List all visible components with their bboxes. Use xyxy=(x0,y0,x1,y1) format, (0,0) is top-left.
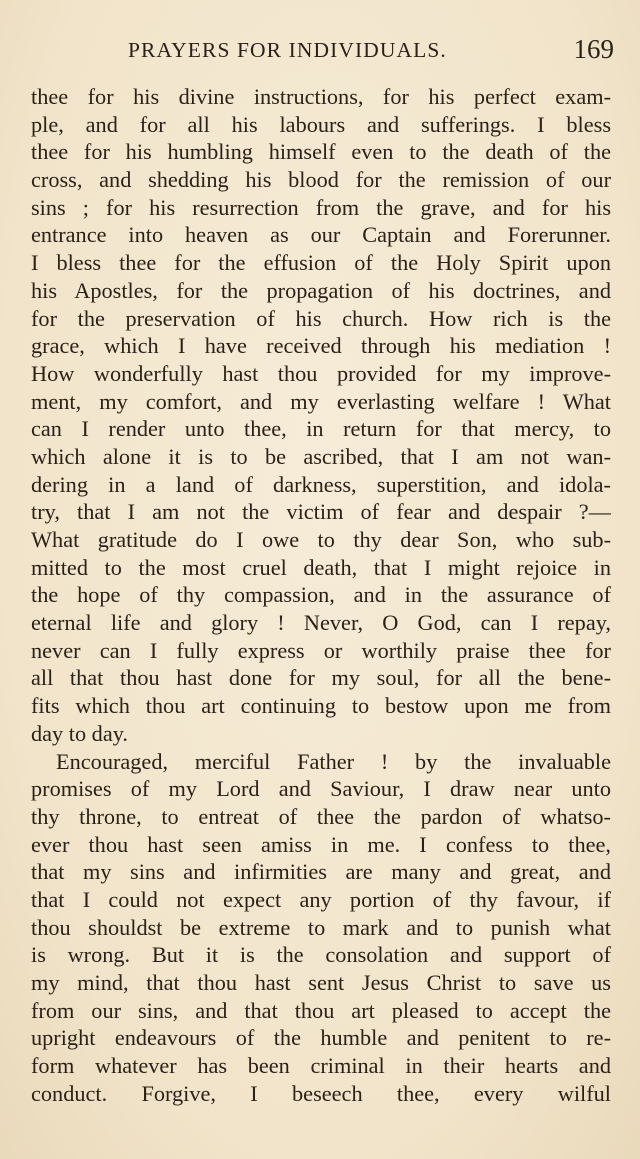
paragraph-start-line: Encouraged, merciful Father ! by the invaluable xyxy=(56,748,611,774)
text-line: ple, and for all his labours and sufferings. I bless xyxy=(31,111,611,137)
text-line: ment, my comfort, and my everlasting welfare ! What xyxy=(31,388,611,414)
text-line: What gratitude do I owe to thy dear Son, who sub- xyxy=(31,527,611,552)
text-line: thy throne, to entreat of thee the pardon of whatso- xyxy=(31,803,611,829)
text-line: form whatever has been criminal in their hearts and xyxy=(31,1053,611,1079)
text-line: try, that I am not the victim of fear and despair ?— xyxy=(31,499,611,525)
text-line: can I render unto thee, in return for that mercy, to xyxy=(31,416,611,442)
text-line: sins ; for his resurrection from the grave, and for his xyxy=(31,194,611,220)
text-line: ever thou hast seen amiss in me. I confess to thee, xyxy=(31,831,611,857)
text-line: upright endeavours of the humble and penitent to re- xyxy=(31,1025,611,1051)
text-line: all that thou hast done for my soul, for all the bene- xyxy=(31,665,611,691)
text-line: eternal life and glory ! Never, O God, can I repay, xyxy=(31,610,611,636)
text-line: that my sins and infirmities are many and great, and xyxy=(31,859,611,885)
text-line: is wrong. But it is the consolation and support of xyxy=(31,942,611,968)
text-line: I bless thee for the effusion of the Holy Spirit upon xyxy=(31,250,611,276)
text-line: thee for his humbling himself even to the death of the xyxy=(31,139,611,165)
text-line: fits which thou art continuing to bestow upon me from xyxy=(31,693,611,719)
text-line: conduct. Forgive, I beseech thee, every wilful xyxy=(31,1080,611,1106)
text-line: entrance into heaven as our Captain and Forerunner. xyxy=(31,222,611,248)
text-line: How wonderfully hast thou provided for my improve- xyxy=(31,360,611,386)
text-line: never can I fully express or worthily praise thee for xyxy=(31,637,611,663)
text-line: dering in a land of darkness, superstition, and idola- xyxy=(31,471,611,497)
running-head: PRAYERS FOR INDIVIDUALS. xyxy=(128,38,447,62)
text-line: thou shouldst be extreme to mark and to punish what xyxy=(31,914,611,940)
text-line: from our sins, and that thou art pleased to accept the xyxy=(31,997,611,1023)
text-line: which alone it is to be ascribed, that I am not wan- xyxy=(31,443,611,469)
text-line: that I could not expect any portion of thy favour, if xyxy=(31,886,611,912)
text-line: for the preservation of his church. How rich is the xyxy=(31,305,611,331)
text-line: mitted to the most cruel death, that I might rejoice in xyxy=(31,554,611,580)
body-text xyxy=(31,83,611,1107)
text-line: his Apostles, for the propagation of his doctrines, and xyxy=(31,277,611,303)
text-line: my mind, that thou hast sent Jesus Christ to save us xyxy=(31,970,611,995)
text-line: grace, which I have received through his mediation ! xyxy=(31,333,611,359)
paragraph-end-line: day to day. xyxy=(31,720,129,746)
text-line: the hope of thy compassion, and in the assurance of xyxy=(31,582,611,608)
text-line: thee for his divine instructions, for his perfect exam- xyxy=(31,84,611,109)
page-number: 169 xyxy=(573,34,614,64)
text-line: promises of my Lord and Saviour, I draw near unto xyxy=(31,776,611,802)
text-line: cross, and shedding his blood for the remission of our xyxy=(31,167,611,193)
page-header xyxy=(0,34,640,68)
